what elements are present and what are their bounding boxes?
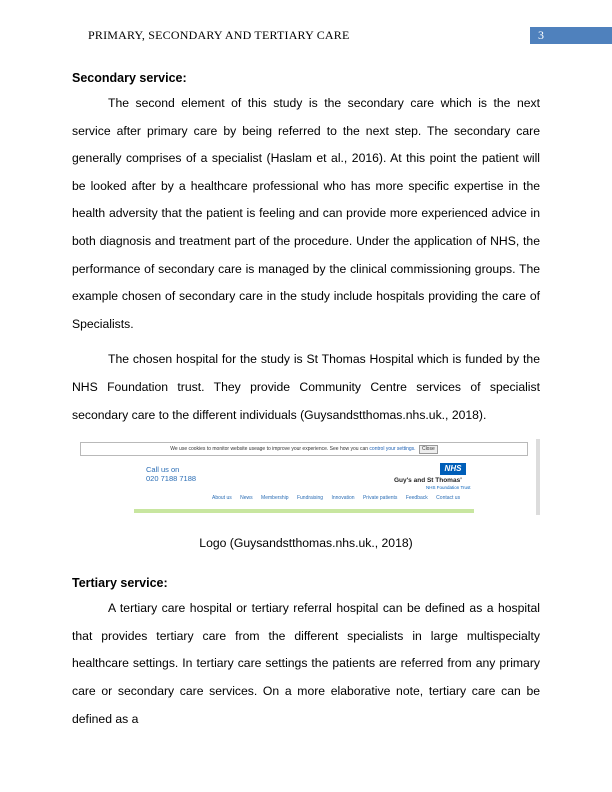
trust-name: Guy's and St Thomas': [394, 477, 462, 485]
nav-item: News: [240, 495, 253, 502]
secondary-service-heading: Secondary service:: [72, 71, 187, 85]
phone-number: 020 7188 7188: [146, 474, 197, 484]
nhs-logo: NHS: [440, 463, 466, 475]
call-label: Call us on: [146, 465, 180, 475]
running-head: PRIMARY, SECONDARY AND TERTIARY CARE: [88, 28, 350, 42]
nav-item: Membership: [261, 495, 289, 502]
document-body: [72, 66, 540, 733]
trust-subtitle: NHS Foundation Trust: [426, 485, 471, 491]
cookie-close-button: Close: [419, 445, 438, 454]
figure-caption: Logo (Guysandstthomas.nhs.uk., 2018): [199, 536, 413, 551]
website-screenshot: [72, 439, 540, 515]
page-number: 3: [530, 27, 612, 44]
nav-item: Fundraising: [296, 495, 324, 502]
site-nav: [212, 495, 467, 501]
secondary-paragraph-2: The chosen hospital for the study is St Thomas Hospital which is funded by the NHS Foundation trust. They provide Community Centre services of specialist secondary care to the different individuals (Guysandstthomas.nhs.uk., 2018).: [72, 352, 540, 422]
nav-item: About us: [212, 495, 232, 502]
green-accent-bar: [134, 509, 474, 513]
cookie-text: We use cookies to monitor website useage to improve your experience. See how you can: [170, 446, 369, 453]
cookie-settings-link: control your settings.: [369, 446, 416, 453]
tertiary-service-heading: Tertiary service:: [72, 576, 168, 591]
secondary-paragraph-1: The second element of this study is the secondary care which is the next service after primary care by being referred to the next step. The secondary care generally comprises of a specialist (Haslam et al., 2016). At this point the patient will be looked after by a healthcare professional who has more specific expertise in the health adversity that the patient is feeling and can provide more experienced advice in both diagnosis and treatment part of the procedure. Under the application of NHS, the performance of secondary care is managed by the clinical commissioning groups. The example chosen of secondary care in the study include hospitals providing the care of Specialists.: [72, 96, 540, 331]
nav-item: Private patients: [362, 495, 398, 502]
cookie-banner: [80, 442, 528, 456]
tertiary-paragraph-1: A tertiary care hospital or tertiary referral hospital can be defined as a hospital that provides tertiary care from the different specialists in large multispecialty healthcare settings. In tertiary care settings the patients are referred from any primary care or secondary care services. On a more elaborative note, tertiary care can be defined as a: [72, 601, 540, 726]
nav-item: Feedback: [405, 495, 428, 502]
nav-item: Innovation: [331, 495, 355, 502]
nav-item: Contact us: [436, 495, 461, 502]
